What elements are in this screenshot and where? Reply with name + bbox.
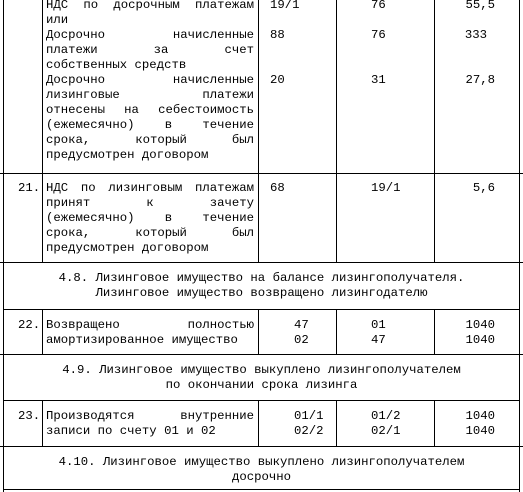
section-title-line: досрочно (231, 470, 292, 484)
debit-value: 88 (270, 28, 285, 42)
section-heading (3, 355, 520, 401)
debit-value: 02 (294, 333, 309, 347)
debit-value: 02/2 (294, 424, 324, 438)
sum-value: 1040 (465, 424, 495, 438)
row-number-cell (3, 310, 42, 354)
credit-cell (336, 174, 434, 262)
sum-value: 5,6 (472, 181, 495, 195)
operation-line: записи по счету 01 и 02 (46, 424, 216, 438)
sum-value: 333 (464, 28, 487, 42)
debit-value: 68 (270, 181, 285, 195)
section-title-line: Лизинговое имущество возвращено лизингодателю (95, 286, 428, 300)
operation-line: срока, который был (46, 133, 254, 147)
section-title-line: 4.10. Лизинговое имущество выкуплено лизингополучателем (58, 455, 465, 469)
debit-cell (258, 0, 336, 173)
operation-line: (ежемесячно) в течение (46, 211, 254, 225)
operation-line: Возвращено полностью (46, 318, 254, 332)
debit-value: 20 (270, 73, 285, 87)
section-title-line: по окончании срока лизинга (165, 378, 358, 392)
sum-cell (434, 401, 520, 446)
operation-line: срока, который был (46, 226, 254, 240)
row-number-cell (3, 174, 42, 262)
row-number-cell (3, 401, 42, 446)
operation-line: предусмотрен договором (46, 148, 209, 162)
operation-line: НДС по досрочным платежам (46, 0, 254, 12)
operation-line: (ежемесячно) в течение (46, 118, 254, 132)
operation-line: собственных средств (46, 58, 187, 72)
credit-value: 02/1 (371, 424, 401, 438)
operation-line: НДС по лизинговым платежам (46, 181, 254, 195)
table-row (0, 401, 523, 447)
debit-value: 19/1 (270, 0, 300, 12)
debit-value: 01/1 (294, 409, 324, 423)
credit-value: 01/2 (371, 409, 401, 423)
operation-cell (42, 0, 258, 173)
operation-line: Производятся внутренние (46, 409, 254, 423)
operation-cell (42, 310, 258, 354)
section-title-line: 4.9. Лизинговое имущество выкуплено лизингополучателем (62, 363, 461, 377)
operation-line: лизинговые платежи (46, 88, 254, 102)
debit-cell (258, 401, 336, 446)
credit-value: 76 (371, 28, 386, 42)
operation-line: или (46, 13, 69, 27)
sum-cell (434, 310, 520, 354)
section-heading (3, 263, 520, 310)
section-title-line: 4.8. Лизинговое имущество на балансе лизингополучателя. (58, 271, 465, 285)
table-row (0, 310, 523, 355)
sum-cell (434, 0, 520, 173)
credit-cell (336, 401, 434, 446)
row-number: 22. (18, 318, 41, 332)
sum-value: 1040 (465, 333, 495, 347)
credit-value: 76 (371, 0, 386, 12)
credit-cell (336, 310, 434, 354)
section-heading (3, 447, 520, 492)
operation-line: отнесены на себестоимость (46, 103, 254, 117)
row-number: 21. (18, 181, 41, 195)
operation-cell (42, 174, 258, 262)
operation-cell (42, 401, 258, 446)
sum-value: 55,5 (465, 0, 495, 12)
operation-line: предусмотрен договором (46, 241, 209, 255)
row-number: 23. (18, 409, 41, 423)
operation-line: амортизированное имущество (46, 333, 238, 347)
operation-line: Досрочно начисленные (46, 28, 254, 42)
sum-value: 1040 (465, 318, 495, 332)
sum-value: 27,8 (465, 73, 495, 87)
credit-value: 47 (371, 333, 386, 347)
credit-value: 19/1 (371, 181, 401, 195)
table-row (0, 174, 523, 263)
operation-line: Досрочно начисленные (46, 73, 254, 87)
debit-cell (258, 310, 336, 354)
sum-value: 1040 (465, 409, 495, 423)
table-row-continuation (0, 0, 523, 174)
debit-value: 47 (294, 318, 309, 332)
credit-value: 01 (371, 318, 386, 332)
sum-cell (434, 174, 520, 262)
operation-line: платежи за счет (46, 43, 254, 57)
row-number-cell (3, 0, 42, 173)
credit-cell (336, 0, 434, 173)
operation-line: принят к зачету (46, 196, 254, 210)
debit-cell (258, 174, 336, 262)
credit-value: 31 (371, 73, 386, 87)
